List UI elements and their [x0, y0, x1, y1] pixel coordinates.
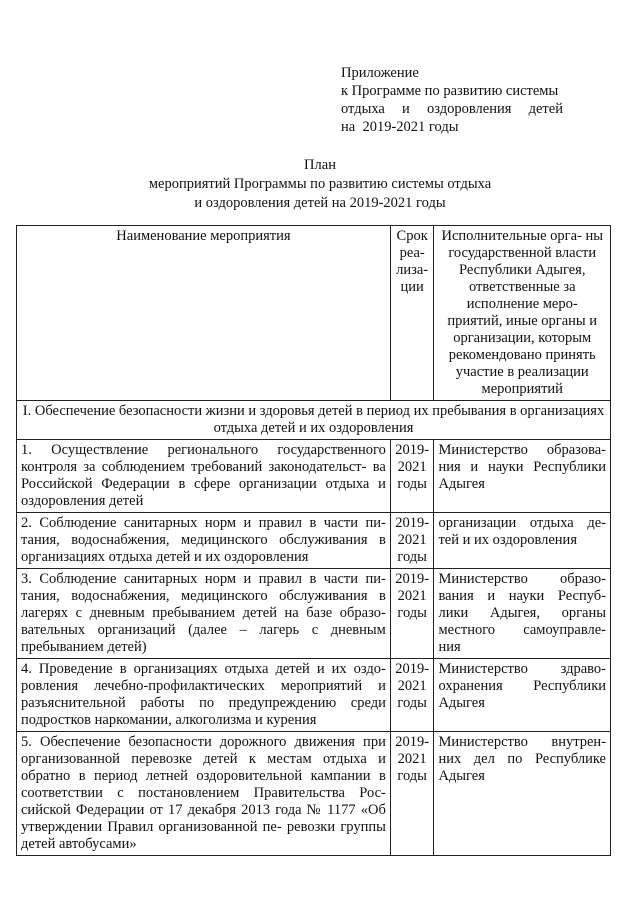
row-term: 2019- 2021 годы — [390, 440, 434, 513]
appendix-line-4: на 2019-2021 годы — [341, 119, 459, 135]
appendix-word: детей — [528, 101, 563, 117]
appendix-word: отдыха — [341, 101, 385, 117]
title-line-3: и оздоровления детей на 2019-2021 годы — [194, 195, 446, 211]
row-name: 1. Осуществление регионального государственного контроля за соблюдением требований законодательст- ва Российской Федерации в сфере организации отдыха и оздоровления детей — [17, 440, 391, 513]
header-executors: Исполнительные орга- ны государственной власти Республики Адыгея, ответственные за исполнение меро- приятий, иные органы и организации, которым рекомендовано принять участие в реализации мероприятий — [434, 226, 611, 401]
table-row — [17, 513, 611, 569]
row-term: 2019- 2021 годы — [390, 513, 434, 569]
table-row — [17, 732, 611, 856]
document-title — [0, 156, 640, 213]
row-term: 2019- 2021 годы — [390, 732, 434, 856]
table-header-row — [17, 226, 611, 401]
title-line-1: План — [304, 157, 336, 173]
row-name: 5. Обеспечение безопасности дорожного движения при организованной перевозке детей к местам отдыха и обратно в период летней оздоровительной кампании в соответствии с постановлением Правительства Рос- сийской Федерации от 17 декабря 2013 года № 1177 «Об утверждении Правил организованной пе- ревозки группы детей автобусами» — [17, 732, 391, 856]
row-executor: Министерство внутрен- них дел по Республике Адыгея — [434, 732, 611, 856]
table-row — [17, 440, 611, 513]
appendix-line-1: Приложение — [341, 65, 419, 81]
section-title: I. Обеспечение безопасности жизни и здоровья детей в период их пребывания в организациях отдыха детей и их оздоровления — [17, 401, 611, 440]
row-executor: организации отдыха де- тей и их оздоровления — [434, 513, 611, 569]
appendix-word: оздоровления — [427, 101, 512, 117]
appendix-line-3 — [341, 100, 563, 118]
row-term: 2019- 2021 годы — [390, 659, 434, 732]
section-row — [17, 401, 611, 440]
row-executor: Министерство образова- ния и науки Республики Адыгея — [434, 440, 611, 513]
header-name: Наименование мероприятия — [17, 226, 391, 401]
table-row — [17, 569, 611, 659]
table-row — [17, 659, 611, 732]
row-name: 3. Соблюдение санитарных норм и правил в части пи- тания, водоснабжения, медицинского обслуживания в лагерях с дневным пребыванием детей на базе образо- вательных организаций (далее – лагерь с дневным пребыванием детей) — [17, 569, 391, 659]
row-executor: Министерство образо- вания и науки Респуб- лики Адыгея, органы местного самоуправле- ния — [434, 569, 611, 659]
header-term: Срок реа- лиза- ции — [390, 226, 434, 401]
title-line-2: мероприятий Программы по развитию системы отдыха — [148, 176, 492, 192]
appendix-word: и — [402, 101, 410, 117]
plan-table — [16, 225, 611, 856]
row-name: 4. Проведение в организациях отдыха детей и их оздо- ровления лечебно-профилактических мероприятий и разъяснительной работы по предупреждению среди подростков наркомании, алкоголизма и курения — [17, 659, 391, 732]
row-name: 2. Соблюдение санитарных норм и правил в части пи- тания, водоснабжения, медицинского обслуживания в организациях отдыха детей и их оздоровления — [17, 513, 391, 569]
row-term: 2019- 2021 годы — [390, 569, 434, 659]
appendix-line-2: к Программе по развитию системы — [341, 83, 559, 99]
appendix-header — [341, 64, 563, 136]
row-executor: Министерство здраво- охранения Республики Адыгея — [434, 659, 611, 732]
